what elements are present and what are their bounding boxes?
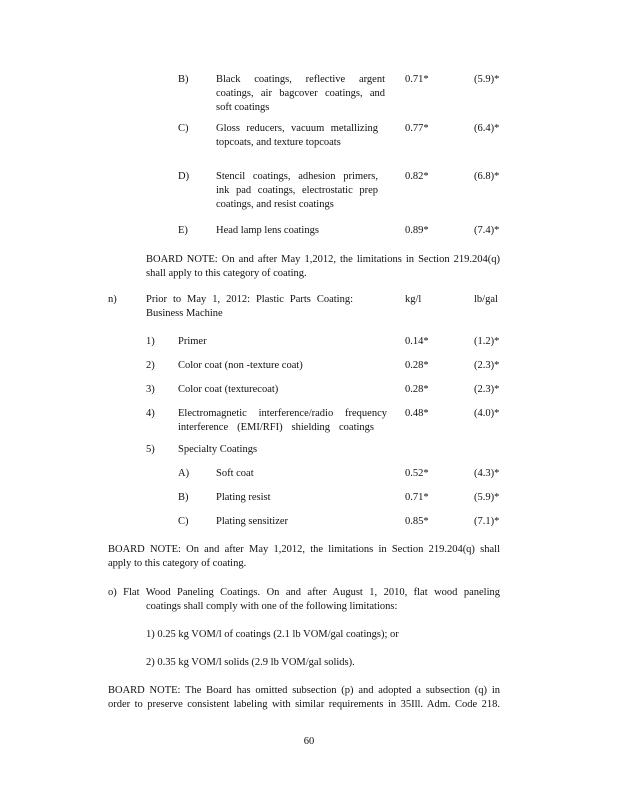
section-o-line: o) Flat Wood Paneling Coatings. On and after August 1, 2010, flat wood paneling — [108, 587, 500, 598]
item-text-line: Soft coat — [216, 468, 254, 479]
value-kgl: 0.77* — [405, 123, 429, 134]
board-note-line: shall apply to this category of coating. — [146, 268, 307, 279]
value-lbgal: (5.9)* — [474, 492, 500, 503]
limitation-option-2: 2) 0.35 kg VOM/l solids (2.9 lb VOM/gal solids). — [146, 657, 355, 668]
item-letter: A) — [178, 468, 190, 479]
item-letter: B) — [178, 74, 189, 85]
item-number: 2) — [146, 360, 155, 371]
item-text-line: Color coat (non -texture coat) — [178, 360, 303, 371]
value-kgl: 0.85* — [405, 516, 429, 527]
value-kgl: 0.82* — [405, 171, 429, 182]
section-title-line: Prior to May 1, 2012: Plastic Parts Coating: — [146, 294, 353, 305]
item-letter: B) — [178, 492, 189, 503]
item-text-line: ink pad coatings, electrostatic prep — [216, 185, 378, 196]
value-kgl: 0.89* — [405, 225, 429, 236]
page-number: 60 — [303, 736, 315, 747]
item-letter: C) — [178, 123, 189, 134]
value-lbgal: (2.3)* — [474, 384, 500, 395]
item-text-line: Primer — [178, 336, 207, 347]
value-kgl: 0.14* — [405, 336, 429, 347]
value-kgl: 0.28* — [405, 360, 429, 371]
board-note-line: apply to this category of coating. — [108, 558, 247, 569]
item-number: 3) — [146, 384, 155, 395]
value-lbgal: (4.3)* — [474, 468, 500, 479]
section-title-line: Business Machine — [146, 308, 223, 319]
value-kgl: 0.28* — [405, 384, 429, 395]
item-text-line: Plating resist — [216, 492, 271, 503]
item-number: 5) — [146, 444, 155, 455]
value-kgl: 0.52* — [405, 468, 429, 479]
value-kgl: 0.71* — [405, 74, 429, 85]
item-text-line: Head lamp lens coatings — [216, 225, 319, 236]
item-text-line: Stencil coatings, adhesion primers, — [216, 171, 378, 182]
item-letter: C) — [178, 516, 189, 527]
item-text-line: Plating sensitizer — [216, 516, 289, 527]
item-text-line: topcoats, and texture topcoats — [216, 137, 341, 148]
value-lbgal: (1.2)* — [474, 336, 500, 347]
item-letter: D) — [178, 171, 190, 182]
board-note-line: BOARD NOTE: On and after May 1,2012, the limitations in Section 219.204(q) shall — [108, 544, 500, 555]
value-lbgal: (5.9)* — [474, 74, 500, 85]
item-text-line: Color coat (texturecoat) — [178, 384, 279, 395]
item-number: 1) — [146, 336, 155, 347]
item-text-line: soft coatings — [216, 102, 270, 113]
unit-lbgal: lb/gal — [474, 294, 498, 305]
value-lbgal: (4.0)* — [474, 408, 500, 419]
item-text-line: Gloss reducers, vacuum metallizing — [216, 123, 378, 134]
specialty-label: Specialty Coatings — [178, 444, 258, 455]
section-o-line: coatings shall comply with one of the following limitations: — [146, 601, 398, 612]
value-lbgal: (7.1)* — [474, 516, 500, 527]
item-text-line: Electromagnetic interference/radio frequency — [178, 408, 387, 419]
value-lbgal: (6.8)* — [474, 171, 500, 182]
item-text-line: coatings, air bagcover coatings, and — [216, 88, 385, 99]
item-text-line: Black coatings, reflective argent — [216, 74, 385, 85]
item-number: 4) — [146, 408, 155, 419]
unit-kgl: kg/l — [405, 294, 422, 305]
value-lbgal: (7.4)* — [474, 225, 500, 236]
limitation-option-1: 1) 0.25 kg VOM/l of coatings (2.1 lb VOM/gal coatings); or — [146, 629, 399, 640]
section-label: n) — [108, 294, 117, 305]
item-text-line: coatings, and resist coatings — [216, 199, 334, 210]
board-note-line: BOARD NOTE: The Board has omitted subsection (p) and adopted a subsection (q) in — [108, 685, 500, 696]
item-text-line: interference (EMI/RFI) shielding coatings — [178, 422, 374, 433]
value-lbgal: (2.3)* — [474, 360, 500, 371]
board-note-line: BOARD NOTE: On and after May 1,2012, the limitations in Section 219.204(q) — [146, 254, 500, 265]
value-kgl: 0.48* — [405, 408, 429, 419]
board-note-line: order to preserve consistent labeling with similar requirements in 35Ill. Adm. Code 218. — [108, 699, 500, 710]
item-letter: E) — [178, 225, 188, 236]
value-lbgal: (6.4)* — [474, 123, 500, 134]
value-kgl: 0.71* — [405, 492, 429, 503]
